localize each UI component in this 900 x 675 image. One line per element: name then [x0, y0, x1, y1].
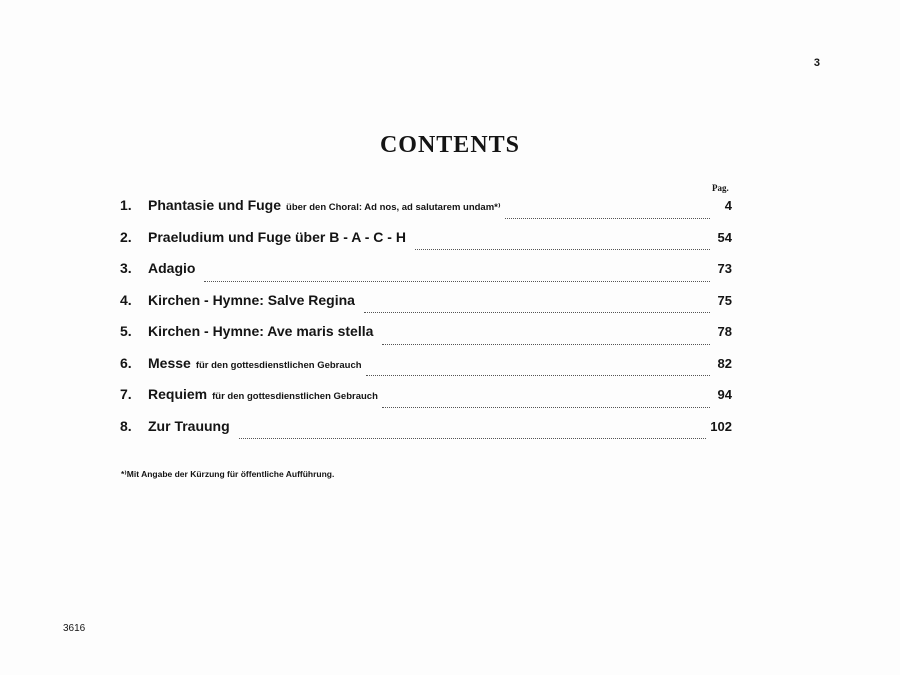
entry-number: 3. — [120, 260, 132, 276]
entry-page: 73 — [717, 261, 732, 276]
dot-leader — [382, 406, 710, 408]
dot-leader — [415, 248, 710, 250]
toc-entry — [120, 353, 732, 385]
toc-entry — [120, 195, 732, 227]
entry-number: 2. — [120, 228, 132, 245]
dot-leader — [364, 311, 710, 313]
toc-entry — [120, 384, 732, 416]
entry-subtitle: für den gottesdienstlichen Gebrauch — [195, 359, 362, 371]
dot-leader — [505, 217, 710, 219]
entry-subtitle: über den Choral: Ad nos, ad salutarem undam*⁾ — [286, 202, 501, 213]
toc-entry — [120, 321, 732, 353]
entry-title: Phantasie und Fuge — [148, 197, 282, 213]
plate-number: 3616 — [63, 623, 86, 634]
entry-page: 82 — [717, 355, 732, 371]
entry-title: Messe — [148, 354, 191, 371]
table-of-contents — [120, 195, 732, 447]
page-number: 3 — [813, 57, 820, 69]
entry-number: 1. — [120, 197, 132, 213]
toc-entry — [120, 416, 732, 448]
entry-number: 5. — [120, 323, 132, 339]
footnote: *⁾Mit Angabe der Kürzung für öffentliche Aufführung. — [121, 469, 335, 479]
entry-number: 7. — [120, 386, 132, 402]
dot-leader — [239, 437, 707, 439]
entry-title: Zur Trauung — [148, 417, 230, 434]
page-title: CONTENTS — [379, 132, 521, 158]
entry-title: Kirchen - Hymne: Salve Regina — [148, 291, 355, 308]
entry-title: Adagio — [148, 260, 196, 276]
dot-leader — [366, 374, 710, 376]
entry-page: 102 — [710, 418, 732, 434]
entry-number: 8. — [120, 417, 132, 434]
pag-label: Pag. — [712, 183, 729, 193]
entry-page: 78 — [717, 324, 732, 339]
entry-number: 6. — [120, 354, 132, 371]
dot-leader — [382, 343, 710, 345]
toc-entry — [120, 290, 732, 322]
entry-title: Kirchen - Hymne: Ave maris stella — [148, 323, 374, 339]
entry-title: Requiem — [148, 386, 208, 402]
dot-leader — [204, 280, 710, 282]
entry-page: 75 — [717, 292, 732, 308]
entry-page: 54 — [717, 229, 732, 245]
toc-entry — [120, 258, 732, 290]
toc-entry — [120, 227, 732, 259]
entry-page: 4 — [724, 198, 732, 213]
entry-page: 94 — [717, 387, 732, 402]
entry-title: Praeludium und Fuge über B - A - C - H — [148, 228, 406, 245]
entry-subtitle: für den gottesdienstlichen Gebrauch — [212, 391, 378, 402]
entry-number: 4. — [120, 291, 132, 308]
